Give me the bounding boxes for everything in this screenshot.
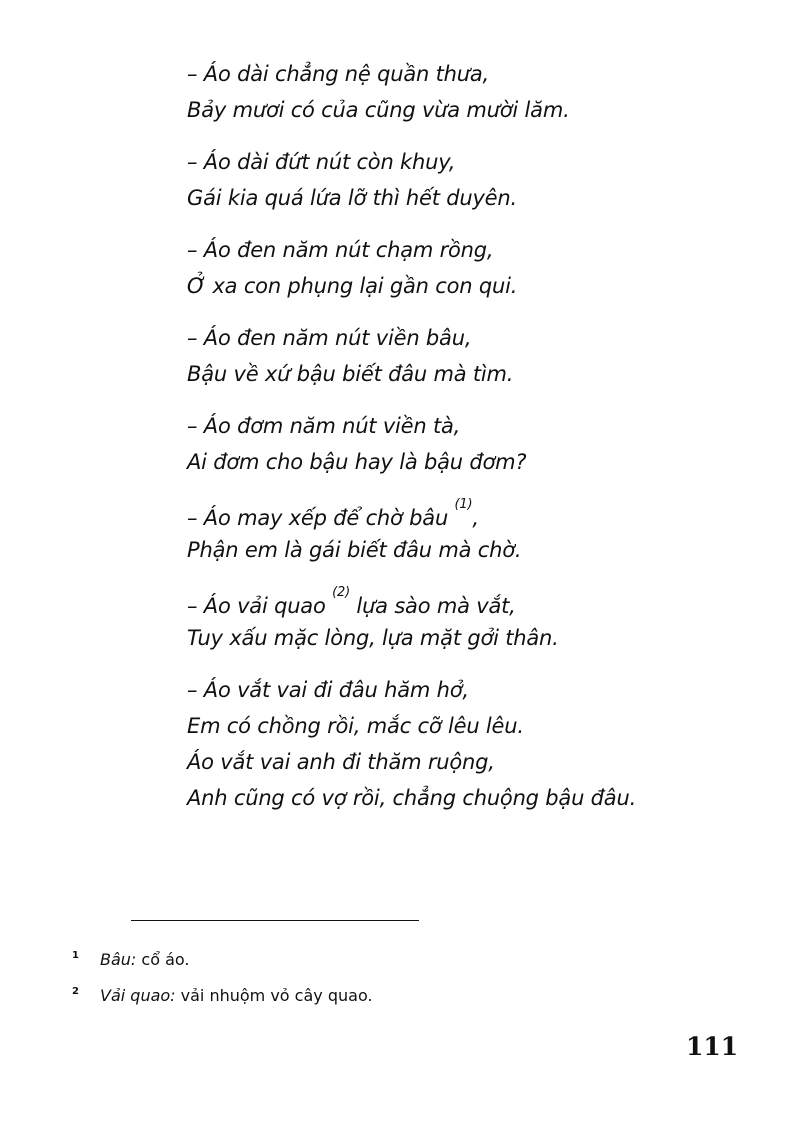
footnote-number: 2 (72, 986, 79, 997)
footnote-divider (131, 920, 419, 921)
footnote-body (100, 947, 189, 973)
verse-line: Ai đơm cho bậu hay là bậu đơm? (187, 450, 527, 474)
verse-line: Gái kia quá lứa lỡ thì hết duyên. (187, 186, 517, 210)
verse-text: lựa sào mà vắt, (349, 594, 516, 618)
verse-line: Phận em là gái biết đâu mà chờ. (187, 538, 522, 562)
footnote-ref: (2) (332, 585, 350, 600)
stanza (187, 232, 767, 304)
verse-line: – Áo đen năm nút chạm rồng, (187, 238, 494, 262)
verse-text: , (472, 506, 479, 530)
footnote-number: 1 (72, 950, 79, 961)
stanza (187, 144, 767, 216)
verse-line (187, 496, 767, 532)
footnote-text: vải nhuộm vỏ cây quao. (175, 986, 373, 1005)
footnote-body (100, 983, 373, 1009)
verse-text: – Áo vải quao (187, 594, 326, 618)
verse-line: – Áo vắt vai đi đâu hăm hở, (187, 678, 469, 702)
stanza (187, 56, 767, 128)
verse-line: Bảy mươi có của cũng vừa mười lăm. (187, 98, 570, 122)
verse-line (187, 584, 767, 620)
verse-line: Tuy xấu mặc lòng, lựa mặt gởi thân. (187, 626, 559, 650)
stanza (187, 672, 767, 816)
footnotes (72, 947, 672, 1019)
verse-line: Bậu về xứ bậu biết đâu mà tìm. (187, 362, 514, 386)
verse-line: Áo vắt vai anh đi thăm ruộng, (187, 750, 495, 774)
verse-line: Em có chồng rồi, mắc cỡ lêu lêu. (187, 714, 524, 738)
footnote-term: Bâu: (100, 950, 137, 969)
stanza (187, 584, 767, 656)
verse-line: – Áo dài đứt nút còn khuy, (187, 150, 456, 174)
page-number: 111 (686, 1032, 739, 1061)
verse-line: – Áo dài chẳng nệ quần thưa, (187, 62, 490, 86)
stanza (187, 496, 767, 568)
footnote-term: Vải quao: (100, 986, 176, 1005)
footnote-text: cổ áo. (136, 950, 190, 969)
stanza (187, 408, 767, 480)
footnote (72, 947, 672, 983)
verse-line: Ở xa con phụng lại gần con qui. (187, 274, 518, 298)
verse-line: Anh cũng có vợ rồi, chẳng chuộng bậu đâu. (187, 786, 637, 810)
poem-text (187, 56, 767, 832)
verse-line: – Áo đơm năm nút viền tà, (187, 414, 461, 438)
footnote (72, 983, 672, 1019)
stanza (187, 320, 767, 392)
verse-text: – Áo may xếp để chờ bâu (187, 506, 449, 530)
verse-line: – Áo đen năm nút viền bâu, (187, 326, 472, 350)
footnote-ref: (1) (454, 497, 473, 512)
